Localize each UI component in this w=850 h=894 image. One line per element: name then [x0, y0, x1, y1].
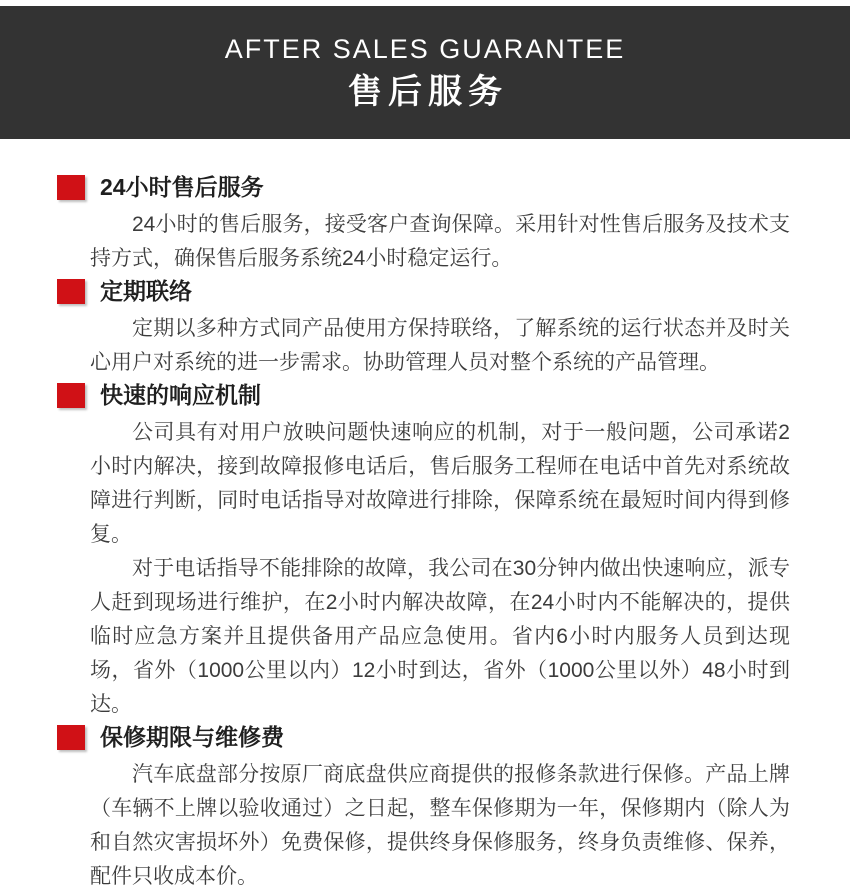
red-square-bullet-icon [57, 175, 85, 200]
section-regular-contact [57, 279, 790, 380]
section-rapid-response [57, 383, 790, 722]
header-banner [0, 6, 850, 139]
section-heading-row [57, 175, 790, 200]
section-heading-row [57, 383, 790, 408]
section-paragraph: 对于电话指导不能排除的故障，我公司在30分钟内做出快速响应，派专人赶到现场进行维护，在2小时内解决故障，在24小时内不能解决的，提供临时应急方案并且提供备用产品应急使用。省内6小时内服务人员到达现场，省外（1000公里以内）12小时到达，省外（1000公里以外）48小时到达。 [90, 557, 790, 716]
section-paragraph: 24小时的售后服务，接受客户查询保障。采用针对性售后服务及技术支持方式，确保售后服务系统24小时稳定运行。 [90, 213, 790, 270]
red-square-bullet-icon [57, 725, 85, 750]
section-title: 24小时售后服务 [100, 174, 264, 200]
content-area [0, 139, 850, 894]
red-square-bullet-icon [57, 383, 85, 408]
section-heading-row [57, 725, 790, 750]
header-title-en: AFTER SALES GUARANTEE [224, 34, 626, 64]
section-title: 快速的响应机制 [100, 382, 261, 408]
section-paragraph: 公司具有对用户放映问题快速响应的机制，对于一般问题，公司承诺2小时内解决，接到故障报修电话后，售后服务工程师在电话中首先对系统故障进行判断，同时电话指导对故障进行排除，保障系统在最短时间内得到修复。 [90, 421, 790, 546]
section-heading-row [57, 279, 790, 304]
section-title: 保修期限与维修费 [100, 724, 284, 750]
red-square-bullet-icon [57, 279, 85, 304]
section-title: 定期联络 [100, 278, 192, 304]
header-title-zh: 售后服务 [348, 73, 508, 111]
section-paragraph: 汽车底盘部分按原厂商底盘供应商提供的报修条款进行保修。产品上牌（车辆不上牌以验收通过）之日起，整车保修期为一年，保修期内（除人为和自然灾害损坏外）免费保修，提供终身保修服务，终身负责维修、保养，配件只收成本价。 [90, 763, 790, 888]
section-paragraph: 定期以多种方式同产品使用方保持联络，了解系统的运行状态并及时关心用户对系统的进一步需求。协助管理人员对整个系统的产品管理。 [90, 317, 790, 374]
section-warranty-terms [57, 725, 790, 894]
after-sales-page [0, 6, 850, 888]
section-24h-service [57, 175, 790, 276]
